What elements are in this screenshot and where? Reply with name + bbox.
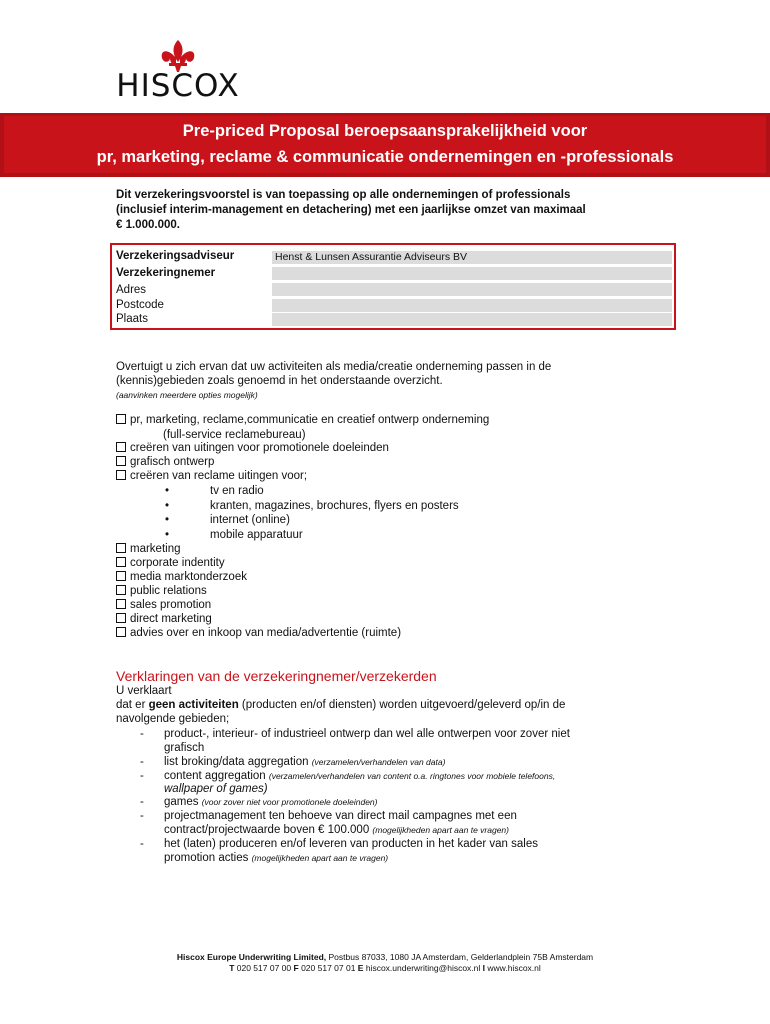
activities-intro-line-2: (kennis)gebieden zoals genoemd in het onderstaande overzicht. xyxy=(116,375,443,387)
exclusion-item: - het (laten) produceren en/of leveren van producten in het kader van sales xyxy=(140,838,538,850)
intro-line: € 1.000.000. xyxy=(116,219,180,231)
bullet-item: • mobile apparatuur xyxy=(165,529,303,541)
declarations-line-2: dat er geen activiteiten (producten en/of diensten) worden uitgevoerd/geleverd op/in de xyxy=(116,699,566,711)
bullet-item: • internet (online) xyxy=(165,514,290,526)
address-field[interactable] xyxy=(272,283,672,296)
option-graphic-design[interactable] xyxy=(116,455,214,469)
address-label: Adres xyxy=(116,284,147,296)
footer-address: Hiscox Europe Underwriting Limited, Postbus 87033, 1080 JA Amsterdam, Gelderlandplein 75B Amsterdam xyxy=(176,952,594,962)
option-label: grafisch ontwerp xyxy=(130,456,215,468)
checkbox[interactable] xyxy=(116,414,126,424)
intro-text xyxy=(116,188,656,233)
exclusion-item: - projectmanagement ten behoeve van direct mail campagnes met een xyxy=(140,810,517,822)
option-corporate-identity[interactable]: corporate indentity xyxy=(116,556,225,570)
checkbox[interactable] xyxy=(116,613,126,623)
exclusion-item-cont: grafisch xyxy=(164,742,205,754)
checkbox[interactable] xyxy=(116,456,126,466)
exclusion-item-cont: promotion acties (mogelijkheden apart aan te vragen) xyxy=(164,852,389,864)
exclusion-item: - content aggregation (verzamelen/verhandelen van content o.a. ringtones voor mobiele telefoons, xyxy=(140,770,556,782)
checkbox[interactable] xyxy=(116,585,126,595)
activities-intro-line-1: Overtuigt u zich ervan dat uw activiteiten als media/creatie onderneming passen in de xyxy=(116,361,552,373)
policyholder-label: Verzekeringnemer xyxy=(116,267,216,279)
exclusion-item-cont: contract/projectwaarde boven € 100.000 (mogelijkheden apart aan te vragen) xyxy=(164,824,509,836)
checkbox[interactable] xyxy=(116,627,126,637)
exclusion-item: - product-, interieur- of industrieel ontwerp dan wel alle ontwerpen voor zover niet xyxy=(140,728,570,740)
exclusion-item: - list broking/data aggregation (verzamelen/verhandelen van data) xyxy=(140,756,446,768)
checkbox[interactable] xyxy=(116,571,126,581)
bullet-item: • kranten, magazines, brochures, flyers en posters xyxy=(165,500,459,512)
postcode-field[interactable] xyxy=(272,299,672,312)
option-advertising[interactable] xyxy=(116,469,307,483)
policyholder-form xyxy=(110,243,676,330)
banner-title-line-2: pr, marketing, reclame & communicatie ondernemingen en -professionals xyxy=(96,148,674,166)
declarations-line-1: U verklaart xyxy=(116,685,172,697)
bullet-item: • tv en radio xyxy=(165,485,264,497)
option-pr-marketing[interactable] xyxy=(116,413,489,427)
option-label: creëren van reclame uitingen voor; xyxy=(130,470,308,482)
banner-title-line-1: Pre-priced Proposal beroepsaansprakelijkheid voor xyxy=(182,122,588,140)
intro-line: Dit verzekeringsvoorstel is van toepassing op alle ondernemingen of professionals xyxy=(116,189,571,201)
checkbox[interactable] xyxy=(116,557,126,567)
policyholder-field[interactable] xyxy=(272,267,672,280)
option-market-research[interactable]: media marktonderzoek xyxy=(116,570,247,584)
exclusion-item-cont: wallpaper of games) xyxy=(164,783,268,795)
checkbox[interactable] xyxy=(116,543,126,553)
option-label: creëren van uitingen voor promotionele doeleinden xyxy=(130,442,389,454)
city-field[interactable] xyxy=(272,313,672,326)
option-public-relations[interactable]: public relations xyxy=(116,584,207,598)
option-label: pr, marketing, reclame,communicatie en creatief ontwerp onderneming xyxy=(130,414,490,426)
postcode-label: Postcode xyxy=(116,299,164,311)
intro-line: (inclusief interim-management en detachering) met een jaarlijkse omzet van maximaal xyxy=(116,204,586,216)
option-media-advice[interactable]: advies over en inkoop van media/advertentie (ruimte) xyxy=(116,626,401,640)
logo-wordmark: HISCOX xyxy=(116,68,240,104)
exclusion-item: - games (voor zover niet voor promotionele doeleinden) xyxy=(140,796,378,808)
footer-contact: T 020 517 07 00 F 020 517 07 01 E hiscox.underwriting@hiscox.nl I www.hiscox.nl xyxy=(229,963,541,973)
declarations-title: Verklaringen van de verzekeringnemer/verzekerden xyxy=(116,668,437,684)
declarations-line-3: navolgende gebieden; xyxy=(116,713,230,725)
checkbox[interactable] xyxy=(116,442,126,452)
advisor-field[interactable]: Henst & Lunsen Assurantie Adviseurs BV xyxy=(272,251,672,264)
city-label: Plaats xyxy=(116,313,148,325)
option-promotional[interactable] xyxy=(116,441,389,455)
activities-note: (aanvinken meerdere opties mogelijk) xyxy=(116,390,258,400)
option-sales-promotion[interactable]: sales promotion xyxy=(116,598,211,612)
option-direct-marketing[interactable]: direct marketing xyxy=(116,612,212,626)
title-banner xyxy=(0,113,770,177)
checkbox[interactable] xyxy=(116,470,126,480)
option-marketing[interactable]: marketing xyxy=(116,542,181,556)
checkbox[interactable] xyxy=(116,599,126,609)
advisor-label: Verzekeringsadviseur xyxy=(116,250,235,262)
option-pr-marketing-sub: (full-service reclamebureau) xyxy=(163,429,306,441)
